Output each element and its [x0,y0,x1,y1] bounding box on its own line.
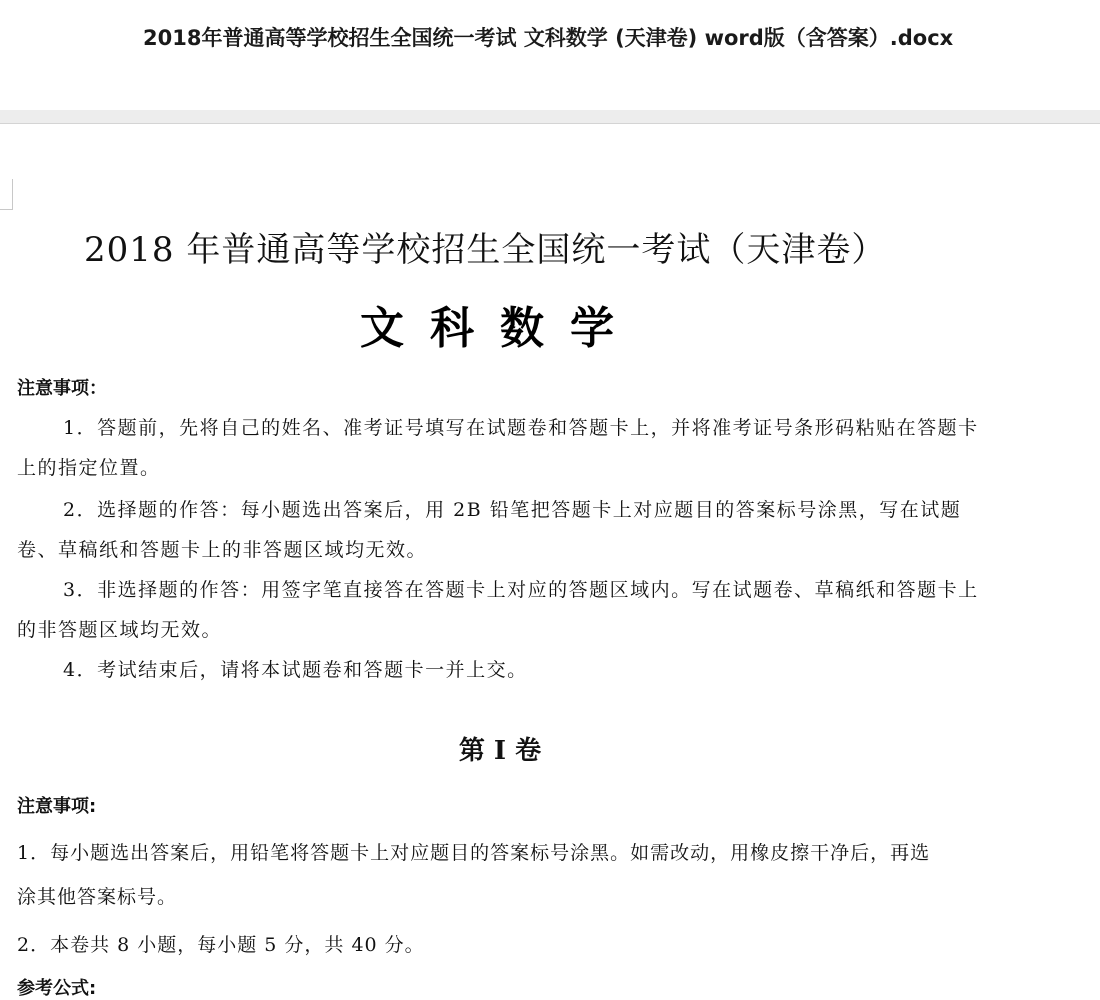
notice-item-text: 3．非选择题的作答：用签字笔直接答在答题卡上对应的答题区域内。写在试题卷、草稿纸和答题卡上的非答题区域均无效。 [17,579,979,641]
volume-line: 1．每小题选出答案后，用铅笔将答题卡上对应题目的答案标号涂黑。如需改动，用橡皮擦干净后，再选 [17,842,931,864]
volume-heading: 第 I 卷 [458,736,542,766]
volume-line: 2．本卷共 8 小题，每小题 5 分，共 40 分。 [17,934,425,956]
notice-item [17,490,979,570]
notice-item [17,408,979,488]
toolbar-divider [0,110,1100,123]
document-subtitle: 文科数学 [360,303,640,354]
notice-item [17,650,979,690]
document-title: 2018 年普通高等学校招生全国统一考试（天津卷） [84,230,887,270]
notice-item-text: 1．答题前，先将自己的姓名、准考证号填写在试题卷和答题卡上，并将准考证号条形码粘贴在答题卡上的指定位置。 [17,417,979,479]
notice-item [17,570,979,650]
volume-line: 涂其他答案标号。 [17,886,178,908]
volume-notice-heading: 注意事项: [17,796,97,817]
notice-item-text: 4．考试结束后，请将本试题卷和答题卡一并上交。 [63,659,528,681]
formula-heading: 参考公式: [17,978,97,999]
document-file-title: 2018年普通高等学校招生全国统一考试 文科数学 (天津卷) word版（含答案）.docx [143,26,954,50]
document-page[interactable] [0,124,1100,999]
notice-item-text: 2．选择题的作答：每小题选出答案后，用 2B 铅笔把答题卡上对应题目的答案标号涂黑，写在试题卷、草稿纸和答题卡上的非答题区域均无效。 [17,499,962,561]
title-bar [0,0,1100,110]
notice-heading: 注意事项： [17,378,107,399]
page-corner-mark [0,179,13,210]
